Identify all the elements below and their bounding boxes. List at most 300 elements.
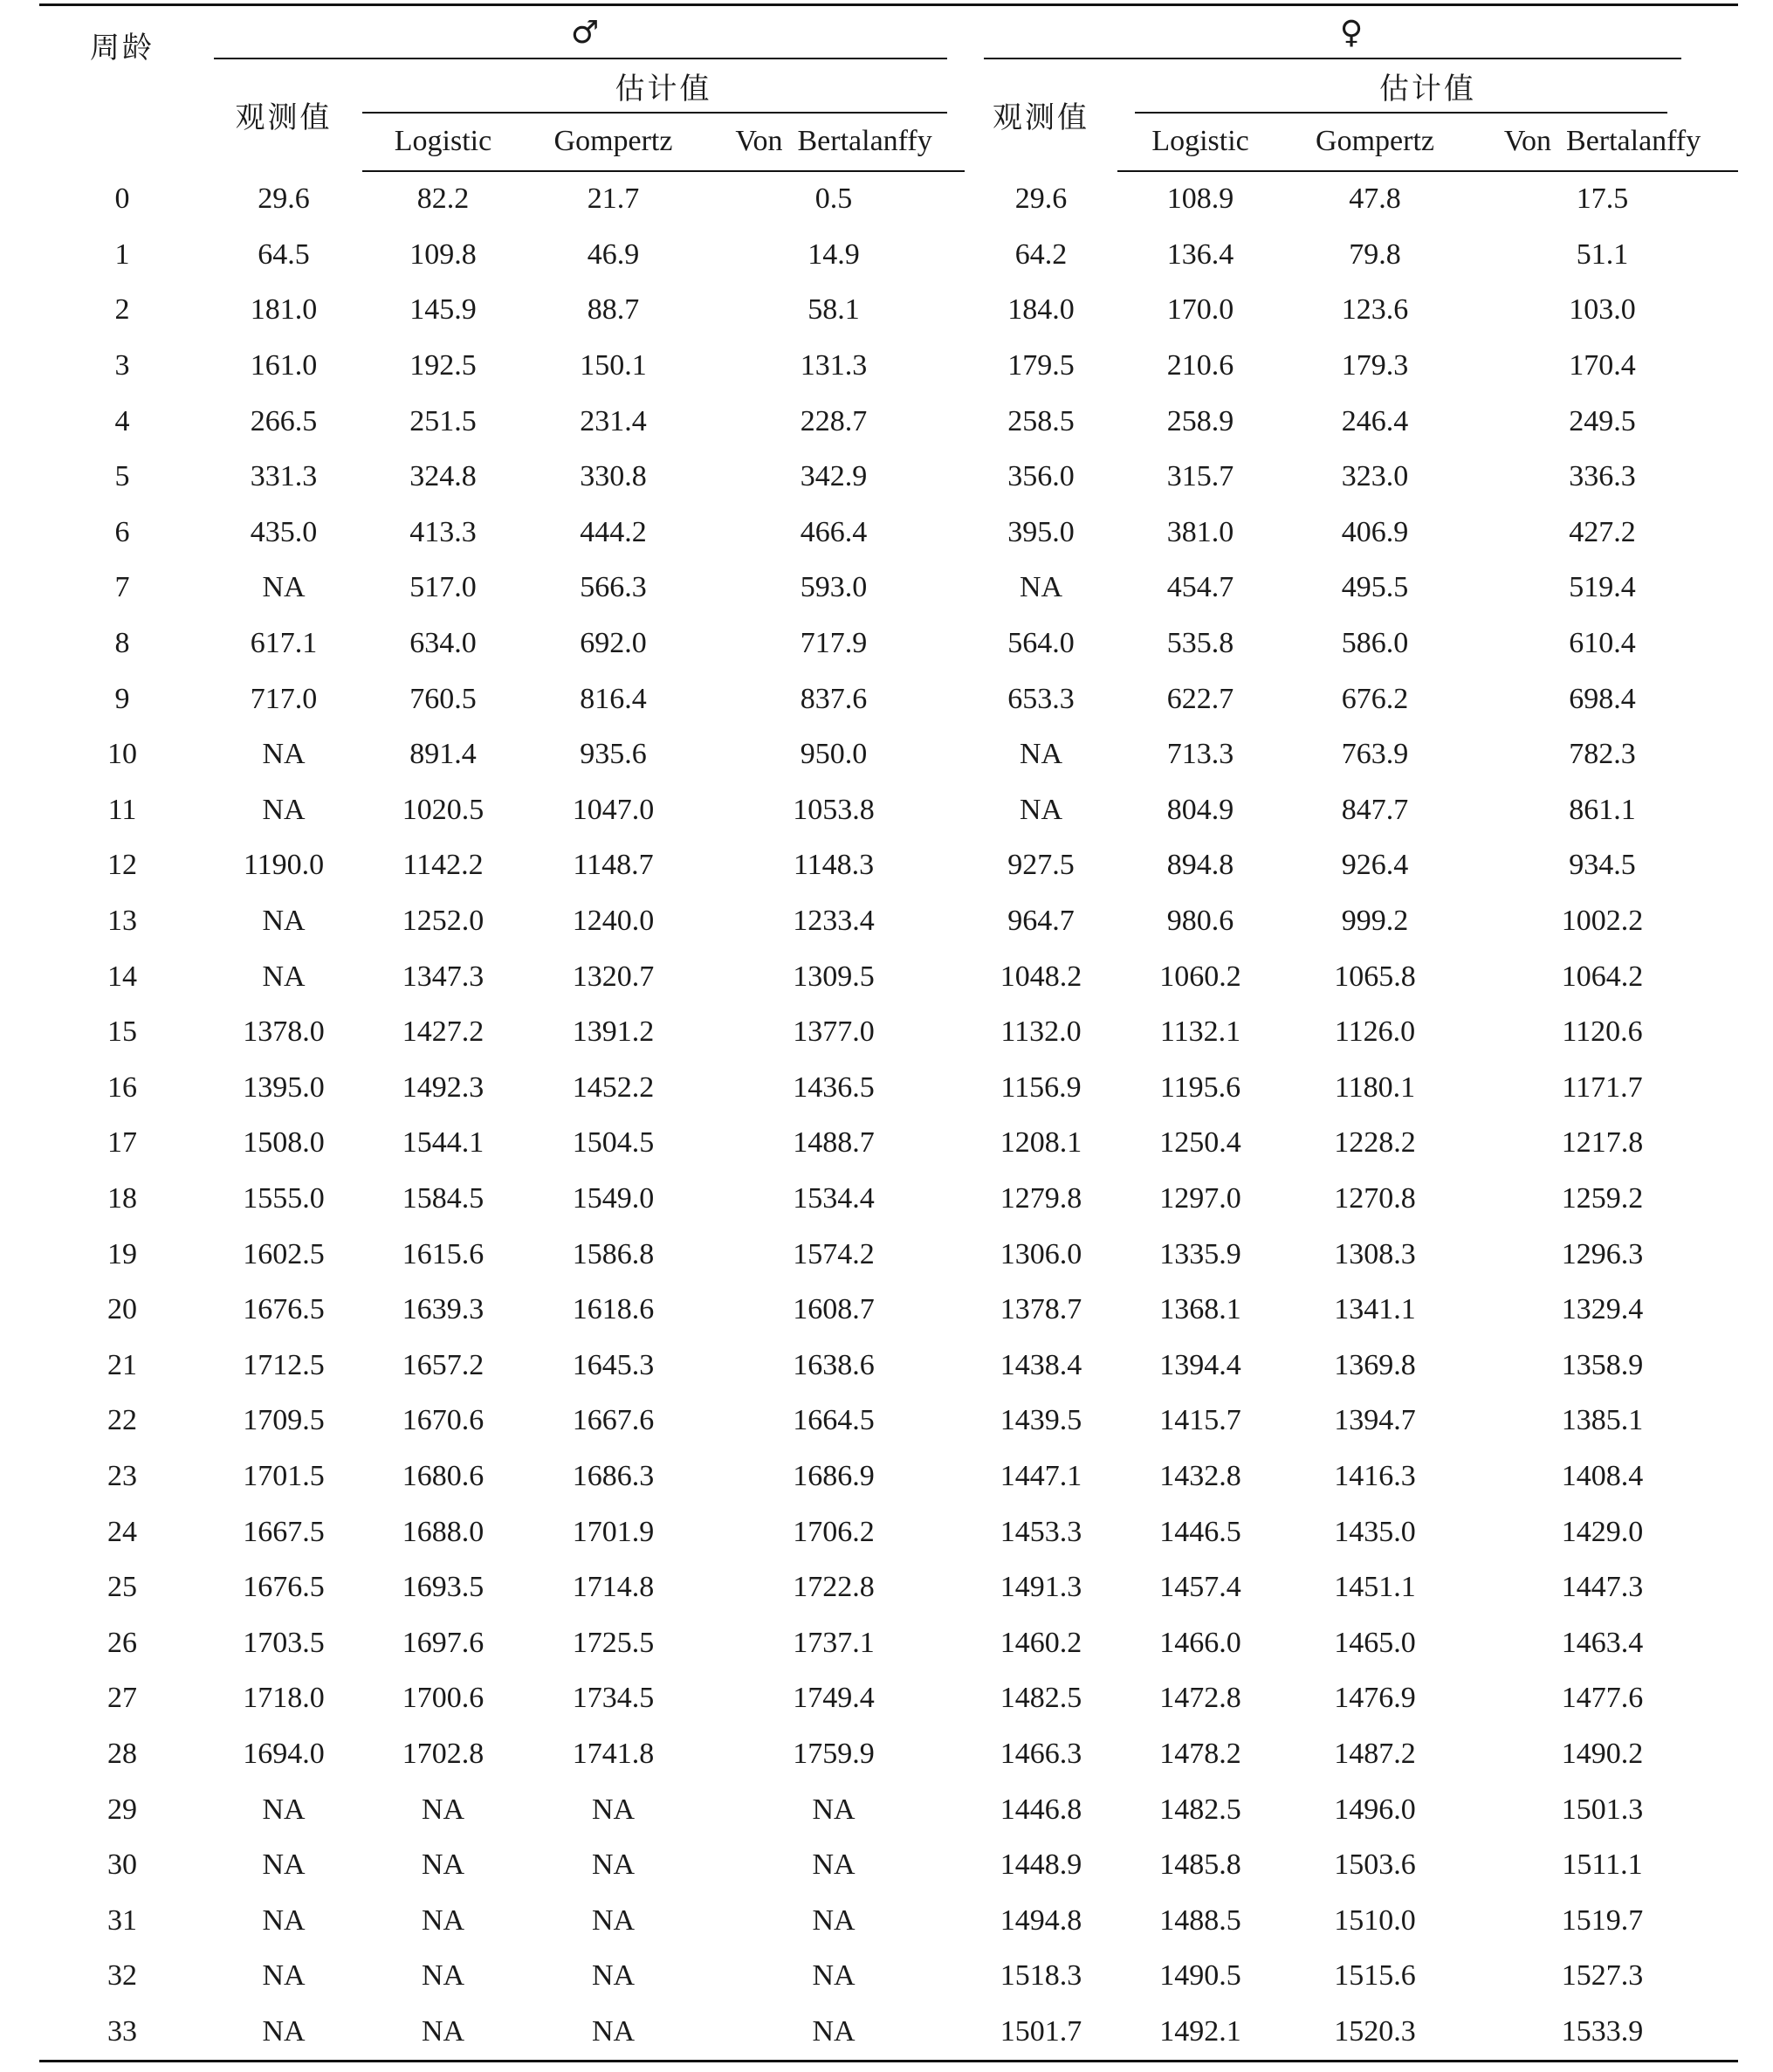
female-observed-cell: 29.6 <box>1014 182 1068 215</box>
female-gompertz-cell: 79.8 <box>1349 237 1401 271</box>
table-row <box>39 1671 1738 1727</box>
male-observed-cell: NA <box>262 1793 306 1826</box>
male-logistic-cell: 1347.3 <box>402 960 484 993</box>
male-bertalanffy-cell: 1664.5 <box>793 1404 875 1437</box>
female-logistic-cell: 1432.8 <box>1159 1459 1241 1492</box>
female-observed-cell: 1438.4 <box>1000 1348 1082 1381</box>
female-logistic-cell: 381.0 <box>1166 515 1234 548</box>
age-cell: 7 <box>114 571 130 604</box>
male-gompertz-cell: 692.0 <box>580 627 647 660</box>
table-row <box>39 1782 1738 1838</box>
female-gompertz-cell: 1520.3 <box>1283 2004 1467 2061</box>
female-gompertz-cell: 1126.0 <box>1334 1015 1416 1049</box>
female-bertalanffy-cell: 1429.0 <box>1561 1515 1644 1548</box>
female-logistic-cell: 1195.6 <box>1159 1070 1241 1104</box>
male-gompertz-cell: NA <box>591 1848 636 1882</box>
male-bertalanffy-cell: 1608.7 <box>793 1293 875 1326</box>
female-logistic-cell: 1478.2 <box>1159 1737 1241 1770</box>
female-logistic-cell: 980.6 <box>1166 905 1234 938</box>
male-observed-cell: NA <box>262 793 306 826</box>
female-observed-cell: 64.2 <box>1014 237 1068 271</box>
male-gompertz-cell: 935.6 <box>580 738 647 771</box>
male-observed-cell: 1718.0 <box>243 1682 325 1715</box>
male-logistic-cell: 1700.6 <box>402 1682 484 1715</box>
female-bertalanffy-cell: 427.2 <box>1569 515 1636 548</box>
male-observed-cell: NA <box>262 738 306 771</box>
female-gompertz-cell: 123.6 <box>1341 293 1409 327</box>
female-gompertz-cell: 1510.0 <box>1334 1903 1416 1937</box>
female-logistic-cell: 1472.8 <box>1159 1682 1241 1715</box>
female-estimated-header: 估计值 <box>1117 59 1738 114</box>
female-gompertz-cell: 495.5 <box>1341 571 1409 604</box>
age-cell: 28 <box>107 1737 137 1770</box>
table-row <box>39 1004 1738 1060</box>
female-bertalanffy-cell: 249.5 <box>1569 404 1636 437</box>
female-observed-cell: 1460.2 <box>1000 1626 1082 1659</box>
male-observed-cell: 1701.5 <box>243 1459 325 1492</box>
age-cell: 4 <box>114 404 130 437</box>
male-observed-cell: 1378.0 <box>243 1015 325 1049</box>
table-row <box>39 1504 1738 1560</box>
male-gompertz-cell: 444.2 <box>580 515 647 548</box>
male-bertalanffy-cell: 717.9 <box>800 627 868 660</box>
male-logistic-cell: 1252.0 <box>402 905 484 938</box>
female-gompertz-cell: 1341.1 <box>1334 1293 1416 1326</box>
male-observed-cell: 1395.0 <box>243 1070 325 1104</box>
female-observed-cell: 1491.3 <box>1000 1571 1082 1604</box>
female-observed-cell: 1466.3 <box>1000 1737 1082 1770</box>
age-cell: 9 <box>114 682 130 715</box>
male-bertalanffy-cell: 0.5 <box>814 182 853 216</box>
table-row <box>39 1116 1738 1172</box>
male-bertalanffy-cell: 1686.9 <box>793 1459 875 1492</box>
female-observed-cell: 1306.0 <box>1000 1237 1082 1270</box>
male-observed-cell: 1602.5 <box>243 1237 325 1270</box>
table-row <box>39 1949 1738 2005</box>
female-logistic-cell: 1415.7 <box>1159 1404 1241 1437</box>
female-bertalanffy-cell: 51.1 <box>1576 237 1629 271</box>
female-bertalanffy-cell: 1511.1 <box>1562 1848 1643 1882</box>
female-logistic-cell: 1394.4 <box>1159 1348 1241 1381</box>
female-bertalanffy-cell: 1477.6 <box>1561 1682 1644 1715</box>
female-gompertz-cell: 1416.3 <box>1334 1459 1416 1492</box>
female-observed-cell: 184.0 <box>1007 293 1075 327</box>
male-bertalanffy-cell: 1759.9 <box>793 1737 875 1770</box>
male-gompertz-cell: 1549.0 <box>572 1181 655 1215</box>
age-cell: 2 <box>114 293 130 327</box>
male-bertalanffy-cell: NA <box>812 1903 856 1937</box>
age-cell: 10 <box>107 738 137 771</box>
male-observed-cell: 161.0 <box>250 349 318 382</box>
male-gompertz-cell: 1586.8 <box>572 1237 655 1270</box>
female-observed-header: 观测值 <box>993 100 1090 135</box>
female-observed-cell: 1439.5 <box>1000 1404 1082 1437</box>
female-logistic-cell: 1492.1 <box>1117 2004 1283 2061</box>
male-gompertz-cell: 1686.3 <box>572 1459 655 1492</box>
male-group-header: ♂ <box>205 5 965 59</box>
female-gompertz-cell: 586.0 <box>1341 627 1409 660</box>
male-observed-cell: 64.5 <box>258 237 310 271</box>
female-logistic-cell: 315.7 <box>1166 460 1234 493</box>
female-observed-cell: 1448.9 <box>1000 1848 1082 1882</box>
female-gompertz-cell: 847.7 <box>1341 793 1409 826</box>
female-observed-cell: 927.5 <box>1007 849 1075 882</box>
female-bertalanffy-cell: 1527.3 <box>1561 1959 1644 1993</box>
female-logistic-cell: 136.4 <box>1166 237 1234 271</box>
male-bertalanffy-cell: 1574.2 <box>793 1237 875 1270</box>
male-observed-cell: NA <box>262 1903 306 1937</box>
male-gompertz-cell: 816.4 <box>580 682 647 715</box>
female-bertalanffy-cell: 861.1 <box>1569 793 1636 826</box>
female-gompertz-cell: 179.3 <box>1341 349 1409 382</box>
female-gompertz-cell: 676.2 <box>1341 682 1409 715</box>
female-gompertz-cell: 406.9 <box>1341 515 1409 548</box>
male-bertalanffy-cell: 1534.4 <box>793 1181 875 1215</box>
table-row <box>39 1282 1738 1338</box>
male-logistic-cell: NA <box>362 2004 524 2061</box>
male-gompertz-cell: 330.8 <box>580 460 647 493</box>
female-logistic-cell: 1457.4 <box>1159 1571 1241 1604</box>
male-logistic-cell: NA <box>421 1793 465 1826</box>
female-bertalanffy-cell: 1002.2 <box>1561 905 1644 938</box>
male-bertalanffy-cell: 1233.4 <box>793 905 875 938</box>
female-bertalanffy-cell: 1490.2 <box>1561 1737 1644 1770</box>
male-observed-cell: 1676.5 <box>243 1293 325 1326</box>
age-cell: 23 <box>107 1459 137 1492</box>
female-gompertz-cell: 1503.6 <box>1334 1848 1416 1882</box>
table-row <box>39 338 1738 394</box>
female-observed-cell: 1208.1 <box>1000 1126 1082 1160</box>
female-gompertz-cell: 1451.1 <box>1334 1571 1416 1604</box>
female-bertalanffy-cell: 1259.2 <box>1561 1181 1644 1215</box>
male-logistic-cell: 1142.2 <box>402 849 484 882</box>
male-bertalanffy-header: Von Bertalanffy <box>703 114 965 171</box>
female-gompertz-cell: 1180.1 <box>1334 1070 1416 1104</box>
female-bertalanffy-cell: 17.5 <box>1576 182 1629 216</box>
male-logistic-cell: 1639.3 <box>402 1293 484 1326</box>
table-row <box>39 171 1738 228</box>
male-gompertz-cell: 1734.5 <box>572 1682 655 1715</box>
growth-estimate-table <box>39 3 1738 2062</box>
age-cell: 22 <box>107 1404 137 1437</box>
male-observed-cell: NA <box>262 571 306 604</box>
male-logistic-cell: 145.9 <box>409 293 477 327</box>
male-logistic-cell: 1492.3 <box>402 1070 484 1104</box>
male-gompertz-cell: 46.9 <box>587 237 640 271</box>
female-observed-cell: 1482.5 <box>1000 1682 1082 1715</box>
female-bertalanffy-cell: 610.4 <box>1569 627 1636 660</box>
male-gompertz-cell: 1725.5 <box>572 1626 655 1659</box>
female-logistic-cell: 1132.1 <box>1159 1015 1241 1049</box>
female-bertalanffy-cell: 1296.3 <box>1561 1237 1644 1270</box>
female-observed-cell: 1132.0 <box>1000 1015 1082 1049</box>
female-bertalanffy-cell: 1408.4 <box>1561 1459 1644 1492</box>
male-gompertz-cell: 1714.8 <box>572 1571 655 1604</box>
female-logistic-cell: 1297.0 <box>1159 1181 1241 1215</box>
age-cell: 3 <box>114 349 130 382</box>
table-row <box>39 1893 1738 1949</box>
age-cell: 24 <box>107 1515 137 1548</box>
female-bertalanffy-cell: 698.4 <box>1569 682 1636 715</box>
age-cell: 13 <box>107 905 137 938</box>
male-logistic-cell: 1697.6 <box>402 1626 484 1659</box>
male-logistic-cell: 1670.6 <box>402 1404 484 1437</box>
female-observed-cell: 1453.3 <box>1000 1515 1082 1548</box>
female-observed-cell: 258.5 <box>1007 404 1075 437</box>
male-observed-cell: NA <box>205 2004 362 2061</box>
female-logistic-cell: 108.9 <box>1166 182 1234 216</box>
male-logistic-cell: NA <box>421 1903 465 1937</box>
table-row <box>39 1559 1738 1615</box>
male-observed-cell: NA <box>262 1848 306 1882</box>
female-gompertz-cell: 1369.8 <box>1334 1348 1416 1381</box>
female-gompertz-cell: 1465.0 <box>1334 1626 1416 1659</box>
male-logistic-header: Logistic <box>362 114 524 171</box>
female-gompertz-cell: 1476.9 <box>1334 1682 1416 1715</box>
female-observed-cell: NA <box>1019 571 1063 604</box>
age-cell: 25 <box>107 1571 137 1604</box>
male-logistic-cell: 1615.6 <box>402 1237 484 1270</box>
male-gompertz-cell: NA <box>524 2004 703 2061</box>
age-header: 周龄 <box>39 5 205 171</box>
male-gompertz-cell: 1741.8 <box>572 1737 655 1770</box>
male-logistic-cell: 251.5 <box>409 404 477 437</box>
female-gompertz-cell: 1394.7 <box>1334 1404 1416 1437</box>
female-logistic-cell: 1466.0 <box>1159 1626 1241 1659</box>
female-gompertz-cell: 1308.3 <box>1334 1237 1416 1270</box>
female-observed-cell: 1446.8 <box>1000 1793 1082 1826</box>
female-observed-cell: NA <box>1019 738 1063 771</box>
male-logistic-cell: 1544.1 <box>402 1126 484 1160</box>
male-bertalanffy-cell: 837.6 <box>800 682 868 715</box>
male-gompertz-cell: 566.3 <box>580 571 647 604</box>
male-gompertz-cell: 1240.0 <box>572 905 655 938</box>
male-logistic-cell: 1693.5 <box>402 1571 484 1604</box>
age-cell: 21 <box>107 1348 137 1381</box>
age-cell: 33 <box>39 2004 205 2061</box>
age-cell: 15 <box>107 1015 137 1049</box>
male-bertalanffy-cell: 58.1 <box>807 293 860 327</box>
male-bertalanffy-cell: 593.0 <box>800 571 868 604</box>
male-gompertz-cell: 1391.2 <box>572 1015 655 1049</box>
male-logistic-cell: 634.0 <box>409 627 477 660</box>
age-cell: 27 <box>107 1682 137 1715</box>
male-observed-cell: 1712.5 <box>243 1348 325 1381</box>
male-observed-cell: 181.0 <box>250 293 318 327</box>
male-gompertz-cell: 21.7 <box>587 182 640 216</box>
female-bertalanffy-cell: 1217.8 <box>1561 1126 1644 1160</box>
male-logistic-cell: 1020.5 <box>402 793 484 826</box>
male-logistic-cell: 1702.8 <box>402 1737 484 1770</box>
male-bertalanffy-cell: NA <box>812 1848 856 1882</box>
male-bertalanffy-cell: NA <box>703 2004 965 2061</box>
table-row <box>39 726 1738 782</box>
female-observed-cell: 1279.8 <box>1000 1181 1082 1215</box>
female-bertalanffy-cell: 1501.3 <box>1561 1793 1644 1826</box>
male-logistic-cell: 517.0 <box>409 571 477 604</box>
male-gompertz-cell: 1320.7 <box>572 960 655 993</box>
female-logistic-cell: 535.8 <box>1166 627 1234 660</box>
female-logistic-cell: 1488.5 <box>1159 1903 1241 1937</box>
male-bertalanffy-cell: 1722.8 <box>793 1571 875 1604</box>
male-bertalanffy-cell: 1436.5 <box>793 1070 875 1104</box>
female-logistic-cell: 1482.5 <box>1159 1793 1241 1826</box>
male-bertalanffy-cell: 1706.2 <box>793 1515 875 1548</box>
female-observed-cell: 1518.3 <box>1000 1959 1082 1993</box>
female-bertalanffy-cell: 934.5 <box>1569 849 1636 882</box>
female-bertalanffy-cell: 782.3 <box>1569 738 1636 771</box>
female-gompertz-cell: 999.2 <box>1341 905 1409 938</box>
male-logistic-cell: NA <box>421 1848 465 1882</box>
male-gompertz-cell: 1452.2 <box>572 1070 655 1104</box>
age-cell: 26 <box>107 1626 137 1659</box>
table-row <box>39 893 1738 949</box>
table-row <box>39 1726 1738 1782</box>
male-observed-cell: 435.0 <box>250 515 318 548</box>
table-row <box>39 1338 1738 1394</box>
female-gompertz-cell: 47.8 <box>1349 182 1401 216</box>
age-cell: 12 <box>107 849 137 882</box>
male-bertalanffy-cell: 1148.3 <box>793 849 875 882</box>
female-bertalanffy-cell: 1120.6 <box>1562 1015 1643 1049</box>
male-gompertz-cell: 1645.3 <box>572 1348 655 1381</box>
table-row <box>39 1227 1738 1283</box>
female-logistic-cell: 1446.5 <box>1159 1515 1241 1548</box>
female-bertalanffy-cell: 1463.4 <box>1561 1626 1644 1659</box>
female-bertalanffy-cell: 1064.2 <box>1561 960 1644 993</box>
age-cell: 8 <box>114 627 130 660</box>
table-row <box>39 505 1738 561</box>
table-body <box>39 171 1738 2062</box>
male-observed-cell: 617.1 <box>250 627 318 660</box>
female-gompertz-cell: 1228.2 <box>1334 1126 1416 1160</box>
age-cell: 17 <box>107 1126 137 1160</box>
female-bertalanffy-cell: 519.4 <box>1569 571 1636 604</box>
female-gompertz-cell: 763.9 <box>1341 738 1409 771</box>
male-logistic-cell: 413.3 <box>409 515 477 548</box>
female-observed-cell: 1156.9 <box>1000 1070 1082 1104</box>
male-bertalanffy-cell: 1749.4 <box>793 1682 875 1715</box>
male-gompertz-cell: 1148.7 <box>573 849 654 882</box>
female-gompertz-cell: 1435.0 <box>1334 1515 1416 1548</box>
female-observed-cell: 1048.2 <box>1000 960 1082 993</box>
female-observed-cell: 1378.7 <box>1000 1293 1082 1326</box>
male-logistic-cell: 1657.2 <box>402 1348 484 1381</box>
table-row <box>39 616 1738 671</box>
male-logistic-cell: 324.8 <box>409 460 477 493</box>
male-observed-cell: 1555.0 <box>243 1181 325 1215</box>
male-observed-cell: 29.6 <box>258 182 310 215</box>
table-row <box>39 838 1738 894</box>
table-row <box>39 1060 1738 1116</box>
female-logistic-cell: 454.7 <box>1166 571 1234 604</box>
age-cell: 11 <box>107 793 137 826</box>
female-group-header: ♀ <box>965 5 1738 59</box>
male-logistic-cell: 109.8 <box>409 237 477 271</box>
female-bertalanffy-cell: 336.3 <box>1569 460 1636 493</box>
female-bertalanffy-cell: 1358.9 <box>1561 1348 1644 1381</box>
male-bertalanffy-cell: NA <box>812 1959 856 1993</box>
female-observed-cell: 179.5 <box>1007 349 1075 382</box>
male-bertalanffy-cell: 342.9 <box>800 460 868 493</box>
table-row <box>39 227 1738 283</box>
male-logistic-cell: 891.4 <box>409 738 477 771</box>
male-logistic-cell: 1680.6 <box>402 1459 484 1492</box>
female-gompertz-cell: 323.0 <box>1341 460 1409 493</box>
age-cell: 18 <box>107 1181 137 1215</box>
male-logistic-cell: 1427.2 <box>402 1015 484 1049</box>
male-bertalanffy-cell: 1053.8 <box>793 793 875 826</box>
table-row <box>39 283 1738 339</box>
male-gompertz-cell: 1667.6 <box>572 1404 655 1437</box>
table-row <box>39 1171 1738 1227</box>
male-logistic-cell: 1688.0 <box>402 1515 484 1548</box>
age-cell: 32 <box>107 1959 137 1993</box>
male-bertalanffy-cell: 228.7 <box>800 404 868 437</box>
male-bertalanffy-cell: 466.4 <box>800 515 868 548</box>
female-logistic-cell: 1485.8 <box>1159 1848 1241 1882</box>
table-row <box>39 2004 1738 2061</box>
male-observed-cell: 1694.0 <box>243 1737 325 1770</box>
male-logistic-cell: 82.2 <box>416 182 470 216</box>
male-gompertz-cell: 1701.9 <box>572 1515 655 1548</box>
female-logistic-cell: 210.6 <box>1166 349 1234 382</box>
male-observed-cell: 1676.5 <box>243 1571 325 1604</box>
male-gompertz-cell: 1504.5 <box>572 1126 655 1160</box>
female-bertalanffy-cell: 1329.4 <box>1561 1293 1644 1326</box>
male-gompertz-cell: NA <box>591 1959 636 1993</box>
male-observed-cell: NA <box>262 960 306 993</box>
male-bertalanffy-cell: 1377.0 <box>793 1015 875 1049</box>
female-observed-cell: NA <box>1019 793 1063 826</box>
female-gompertz-cell: 1270.8 <box>1334 1181 1416 1215</box>
female-observed-cell: 395.0 <box>1007 515 1075 548</box>
age-cell: 5 <box>114 460 130 493</box>
age-cell: 14 <box>107 960 137 993</box>
male-observed-cell: NA <box>262 905 306 938</box>
female-logistic-cell: 1250.4 <box>1159 1126 1241 1160</box>
female-gompertz-cell: 1487.2 <box>1334 1737 1416 1770</box>
male-bertalanffy-cell: 131.3 <box>800 349 868 382</box>
male-gompertz-cell: 1618.6 <box>572 1293 655 1326</box>
female-bertalanffy-cell: 1533.9 <box>1467 2004 1738 2061</box>
age-cell: 1 <box>114 237 130 271</box>
female-logistic-cell: 1060.2 <box>1159 960 1241 993</box>
female-logistic-cell: 622.7 <box>1166 682 1234 715</box>
male-bertalanffy-cell: 1737.1 <box>793 1626 875 1659</box>
male-bertalanffy-cell: 1638.6 <box>793 1348 875 1381</box>
female-bertalanffy-cell: 1171.7 <box>1562 1070 1643 1104</box>
female-logistic-cell: 1490.5 <box>1159 1959 1241 1993</box>
male-logistic-cell: NA <box>421 1959 465 1993</box>
table-row <box>39 1837 1738 1893</box>
age-cell: 6 <box>114 515 130 548</box>
female-logistic-cell: 804.9 <box>1166 793 1234 826</box>
male-observed-cell: 266.5 <box>250 404 318 437</box>
male-bertalanffy-cell: 1309.5 <box>793 960 875 993</box>
age-cell: 16 <box>107 1070 137 1104</box>
female-gompertz-cell: 1065.8 <box>1334 960 1416 993</box>
female-bertalanffy-header: Von Bertalanffy <box>1467 114 1738 171</box>
female-observed-cell: 356.0 <box>1007 460 1075 493</box>
male-gompertz-cell: 1047.0 <box>572 793 655 826</box>
male-logistic-cell: 760.5 <box>409 682 477 715</box>
female-observed-cell: 1447.1 <box>1000 1459 1082 1492</box>
table-row <box>39 1615 1738 1671</box>
female-gompertz-cell: 926.4 <box>1341 849 1409 882</box>
female-observed-cell: 653.3 <box>1007 682 1075 715</box>
female-gompertz-header: Gompertz <box>1283 114 1467 171</box>
